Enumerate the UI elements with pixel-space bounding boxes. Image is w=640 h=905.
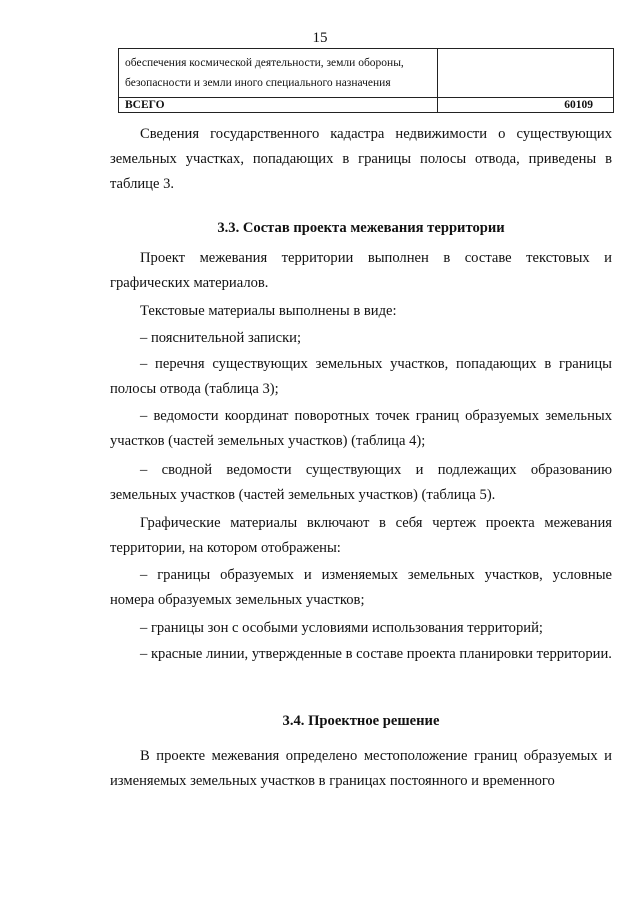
table-cell-description [119, 49, 438, 98]
total-value: 60109 [438, 98, 614, 113]
list-item: – ведомости координат поворотных точек границ образуемых земельных участков (частей земельных участков) (таблица 4); [110, 408, 612, 449]
table-cell-line: безопасности и земли иного специального назначения [125, 77, 391, 89]
list-item: – перечня существующих земельных участков, попадающих в границы полосы отвода (таблица 3); [110, 356, 612, 397]
list-item: – красные линии, утвержденные в составе проекта планировки территории. [140, 646, 612, 662]
list-item: – пояснительной записки; [140, 330, 302, 346]
section-heading-3-4: 3.4. Проектное решение [282, 713, 440, 729]
paragraph-text-materials: Текстовые материалы выполнены в виде: [140, 303, 397, 319]
list-item: – границы образуемых и изменяемых земельных участков, условные номера образуемых земельных участков; [110, 567, 612, 608]
paragraph-cadastre: Сведения государственного кадастра недвижимости о существующих земельных участках, попадающих в границы полосы отвода, приведены в таблице 3. [110, 126, 612, 192]
table-row-total [119, 98, 614, 113]
table-cell-line: обеспечения космической деятельности, земли обороны, [125, 57, 404, 69]
section-heading-3-3: 3.3. Состав проекта межевания территории [217, 220, 505, 236]
list-item: – границы зон с особыми условиями использования территорий; [140, 620, 543, 636]
page-number: 15 [312, 30, 328, 46]
paragraph-project-solution: В проекте межевания определено местоположение границ образуемых и изменяемых земельных участков в границах постоянного и временного [110, 748, 612, 789]
paragraph-composition: Проект межевания территории выполнен в составе текстовых и графических материалов. [110, 250, 612, 291]
total-label: ВСЕГО [119, 98, 438, 113]
summary-table [118, 48, 614, 113]
list-item: – сводной ведомости существующих и подлежащих образованию земельных участков (частей земельных участков) (таблица 5). [110, 462, 612, 503]
paragraph-graphic-materials: Графические материалы включают в себя чертеж проекта межевания территории, на котором отображены: [110, 515, 612, 556]
table-row [119, 49, 614, 98]
table-cell-empty [438, 49, 614, 98]
